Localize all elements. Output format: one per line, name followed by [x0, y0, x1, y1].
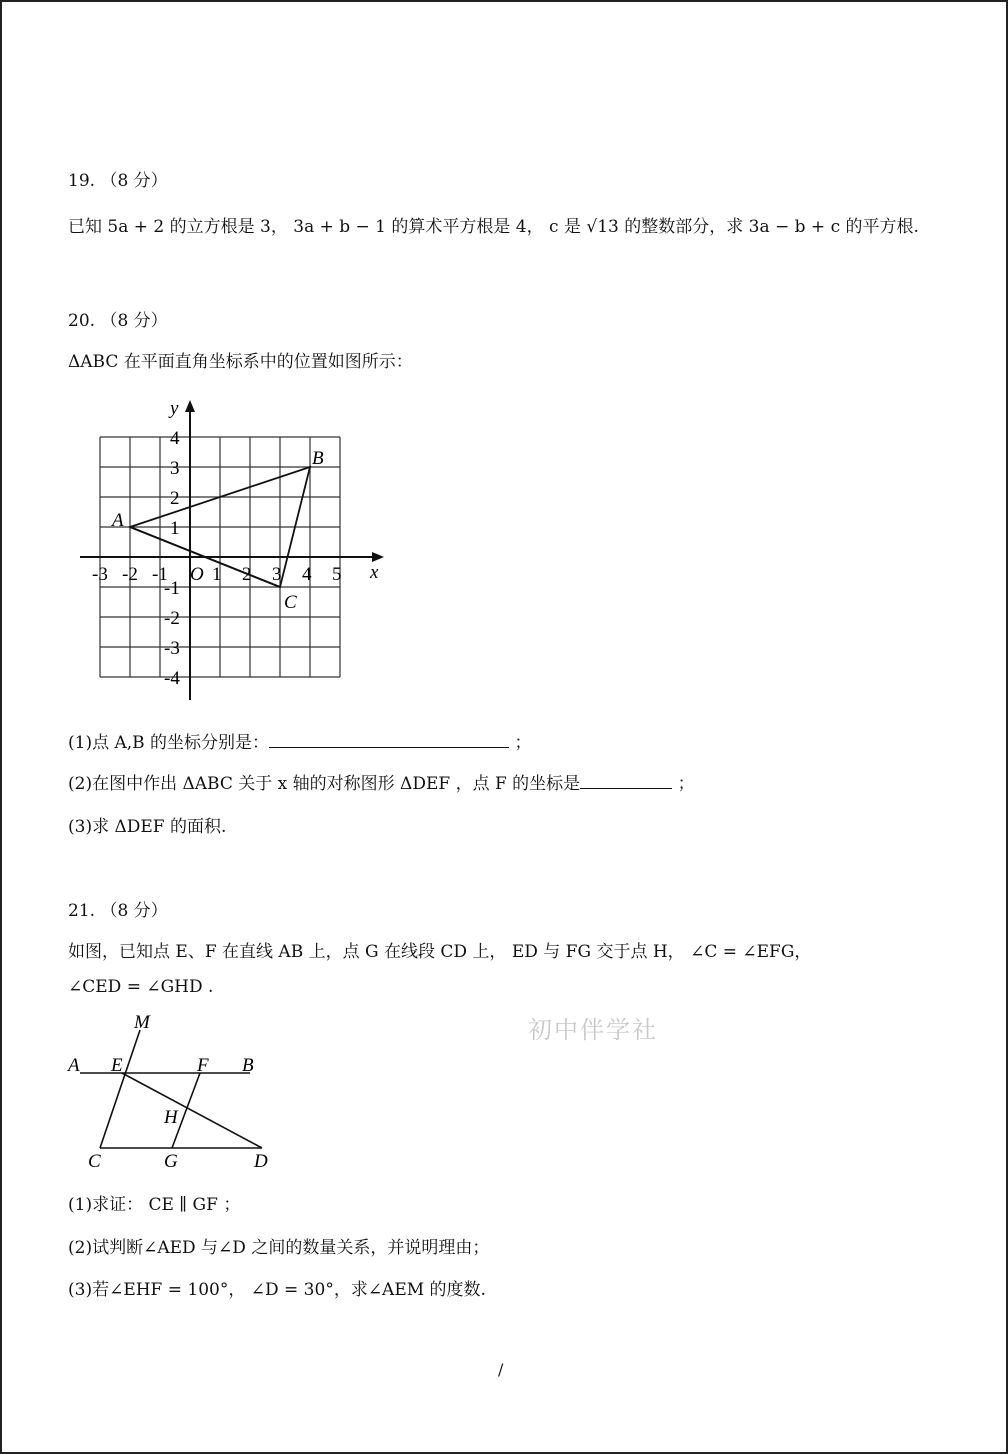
q19-header: 19. （8 分） — [68, 171, 168, 191]
page-footer: / — [498, 1360, 504, 1379]
q21-part3: (3)若∠EHF = 100°， ∠D = 30°，求∠AEM 的度数. — [68, 1280, 486, 1300]
y-tick-label: 4 — [170, 428, 180, 449]
label-b: B — [242, 1055, 254, 1076]
x-label: x — [370, 562, 379, 583]
q21-line1: 如图，已知点 E、F 在直线 AB 上，点 G 在线段 CD 上， ED 与 FG 交于点 H， ∠C = ∠EFG， — [68, 942, 812, 962]
q20-part2: (2)在图中作出 ΔABC 关于 x 轴的对称图形 ΔDEF ，点 F 的坐标是 ； — [68, 774, 695, 794]
line-ed — [122, 1073, 262, 1148]
q20-intro: ΔABC 在平面直角坐标系中的位置如图所示： — [68, 352, 413, 372]
q19-text: 已知 5a + 2 的立方根是 3， 3a + b − 1 的算术平方根是 4， c 是 √13 的整数部分，求 3a − b + c 的平方根. — [68, 217, 919, 237]
x-tick-label: -2 — [122, 564, 138, 585]
x-tick-label: -3 — [92, 564, 108, 585]
label-e: E — [111, 1055, 123, 1076]
q20-part1: (1)点 A,B 的坐标分别是： ； — [68, 733, 532, 753]
x-tick-label: -1 — [152, 564, 168, 585]
line-mc — [100, 1030, 140, 1148]
y-tick-label: -2 — [164, 608, 180, 629]
y-tick-label: 1 — [170, 518, 180, 539]
y-tick-label: 2 — [170, 488, 180, 509]
point-b-label: B — [312, 448, 324, 469]
x-tick-label: 1 — [212, 564, 222, 585]
q21-line2: ∠CED = ∠GHD . — [68, 977, 214, 997]
point-a-label: A — [112, 510, 124, 531]
geometry-figure — [0, 1005, 300, 1175]
label-g: G — [164, 1151, 178, 1172]
answer-blank-2[interactable] — [580, 774, 672, 789]
x-tick-label: 4 — [302, 564, 312, 585]
label-a: A — [68, 1055, 80, 1076]
watermark: 初中伴学社 — [528, 1016, 658, 1044]
label-c: C — [88, 1151, 101, 1172]
q21-part1: (1)求证： CE ∥ GF ； — [68, 1195, 241, 1215]
x-arrow-icon — [372, 552, 384, 562]
label-d: D — [254, 1151, 268, 1172]
q20-header: 20. （8 分） — [68, 311, 168, 331]
x-tick-label: 3 — [272, 564, 282, 585]
point-c-label: C — [284, 592, 297, 613]
label-m: M — [134, 1012, 150, 1033]
y-tick-label: -1 — [164, 578, 180, 599]
y-arrow-icon — [185, 400, 195, 412]
label-h: H — [164, 1107, 178, 1128]
q20-part3: (3)求 ΔDEF 的面积. — [68, 817, 227, 837]
y-tick-label: -4 — [164, 668, 180, 689]
y-label: y — [170, 398, 179, 419]
x-tick-label: 5 — [332, 564, 342, 585]
y-tick-label: 3 — [170, 458, 180, 479]
x-tick-label: 2 — [242, 564, 252, 585]
origin-label: O — [190, 564, 204, 585]
coordinate-figure — [0, 390, 420, 710]
answer-blank-1[interactable] — [269, 733, 509, 748]
y-tick-label: -3 — [164, 638, 180, 659]
q21-part2: (2)试判断∠AED 与∠D 之间的数量关系，并说明理由； — [68, 1238, 490, 1258]
q21-header: 21. （8 分） — [68, 901, 168, 921]
label-f: F — [197, 1055, 209, 1076]
